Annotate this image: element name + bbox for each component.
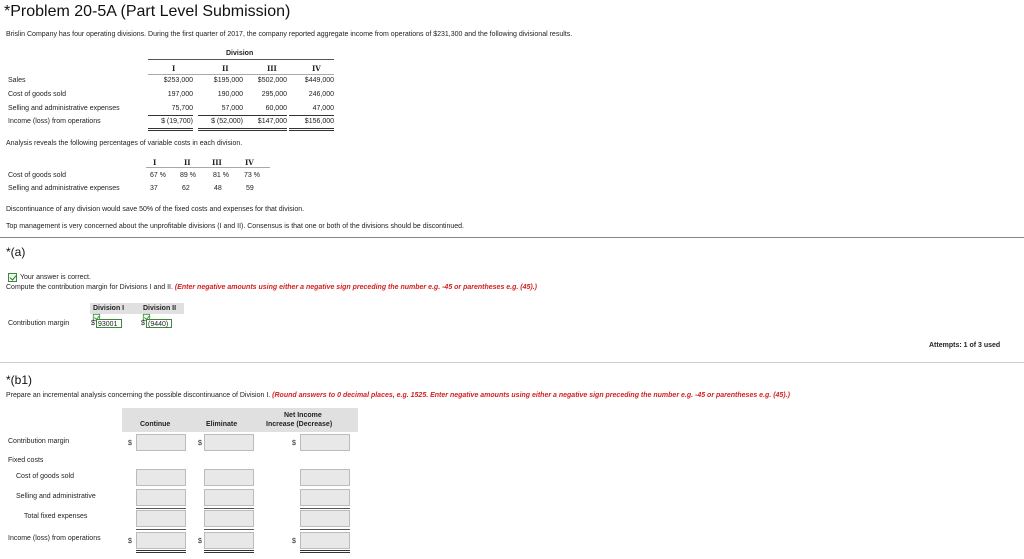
table2-col-ii: II (184, 158, 191, 167)
part-b1-label: *(b1) (6, 373, 33, 387)
table1-row-sga-label: Selling and administrative expenses (8, 105, 120, 112)
division-header: Division (226, 50, 254, 57)
table1-col-ii: II (222, 64, 229, 73)
underline (300, 508, 350, 509)
table2-row-sga-label: Selling and administrative expenses (8, 185, 120, 192)
table2-cell: 67 % (150, 172, 166, 179)
table1-cell: 57,000 (198, 105, 243, 116)
currency-symbol: $ (128, 440, 132, 447)
row-fixed-costs: Fixed costs (8, 457, 44, 464)
continue-cogs-input[interactable] (136, 469, 186, 486)
net-income-input[interactable] (300, 532, 350, 549)
table1-cell: $156,000 (289, 118, 334, 131)
table1-row-cogs-label: Cost of goods sold (8, 91, 66, 98)
checkmark-icon (8, 273, 17, 282)
discontinuance-text: Discontinuance of any division would save 50% of the fixed costs and expenses for that division. (6, 206, 305, 213)
table1-cell: $ (19,700) (148, 118, 193, 131)
table1-col-iv: IV (312, 64, 321, 73)
header-continue: Continue (140, 421, 171, 428)
table2-header-rule (146, 167, 270, 168)
table1-cell: 197,000 (167, 91, 193, 98)
underline (136, 508, 186, 509)
table1-cell: $195,000 (213, 77, 243, 84)
table2-cell: 89 % (180, 172, 196, 179)
currency-symbol: $ (128, 538, 132, 545)
column-header-rule (148, 74, 334, 75)
eliminate-income-input[interactable] (204, 532, 254, 549)
double-underline (136, 550, 186, 553)
table2-col-i: I (153, 158, 157, 167)
header-eliminate: Eliminate (206, 421, 238, 428)
table1-cell: $253,000 (163, 77, 193, 84)
currency-symbol: $ (292, 440, 296, 447)
table2-cell: 48 (214, 185, 222, 192)
table1-col-iii: III (267, 64, 277, 73)
page-title: *Problem 20-5A (Part Level Submission) (4, 3, 291, 20)
part-a-col-division-i: Division I (93, 305, 125, 312)
underline (204, 529, 254, 530)
table2-col-iii: III (212, 158, 222, 167)
net-selling-admin-input[interactable] (300, 489, 350, 506)
header-increase-decrease: Increase (Decrease) (266, 421, 333, 428)
eliminate-selling-admin-input[interactable] (204, 489, 254, 506)
net-cogs-input[interactable] (300, 469, 350, 486)
eliminate-contribution-input[interactable] (204, 434, 254, 451)
double-underline (204, 550, 254, 553)
table1-row-income-label: Income (loss) from operations (8, 118, 101, 125)
table1-cell: 47,000 (289, 105, 334, 116)
table2-cell: 81 % (213, 172, 229, 179)
section-divider (0, 237, 1024, 238)
continue-selling-admin-input[interactable] (136, 489, 186, 506)
row-selling-administrative: Selling and administrative (16, 493, 96, 500)
management-text: Top management is very concerned about the unprofitable divisions (I and II). Consensus is that one or both of the divisions should be discontinued. (6, 223, 464, 230)
net-contribution-input[interactable] (300, 434, 350, 451)
underline (300, 529, 350, 530)
currency-symbol: $ (198, 538, 202, 545)
division-header-rule (148, 59, 334, 60)
double-underline (300, 550, 350, 553)
part-b1-instruction: Prepare an incremental analysis concerning the possible discontinuance of Division I. (Round answers to 0 decimal places, e.g. 1525. Enter negative amounts using either a negative sign preceding the number e.g. -45 or parentheses e.g. (45).) (6, 392, 790, 399)
currency-symbol: $ (91, 320, 95, 327)
correct-message: Your answer is correct. (20, 274, 91, 281)
table1-cell: $147,000 (242, 118, 287, 131)
table2-cell: 73 % (244, 172, 260, 179)
currency-symbol: $ (198, 440, 202, 447)
continue-contribution-input[interactable] (136, 434, 186, 451)
row-total-fixed-expenses: Total fixed expenses (24, 513, 88, 520)
table2-cell: 62 (182, 185, 190, 192)
part-a-label: *(a) (6, 245, 26, 259)
table1-cell: $449,000 (304, 77, 334, 84)
continue-total-fixed-input[interactable] (136, 510, 186, 527)
table1-row-sales-label: Sales (8, 77, 26, 84)
intro-text: Brislin Company has four operating divisions. During the first quarter of 2017, the company reported aggregate income from operations of $231,300 and the following divisional results. (6, 31, 573, 38)
table1-cell: 75,700 (148, 105, 193, 116)
attempts-counter: Attempts: 1 of 3 used (929, 342, 1001, 349)
section-divider (0, 362, 1024, 363)
table2-col-iv: IV (245, 158, 254, 167)
table1-cell: 60,000 (242, 105, 287, 116)
table2-cell: 59 (246, 185, 254, 192)
part-a-col-division-ii: Division II (143, 305, 177, 312)
table1-col-i: I (172, 64, 176, 73)
table1-cell: 190,000 (217, 91, 243, 98)
part-a-instruction: Compute the contribution margin for Divisions I and II. (Enter negative amounts using either a negative sign preceding the number e.g. -45 or parentheses e.g. (45).) (6, 284, 538, 291)
table1-cell: $ (52,000) (198, 118, 243, 131)
row-income-loss: Income (loss) from operations (8, 535, 101, 542)
division-i-contribution-input[interactable]: 93001 (96, 319, 122, 328)
eliminate-total-fixed-input[interactable] (204, 510, 254, 527)
underline (136, 529, 186, 530)
continue-income-input[interactable] (136, 532, 186, 549)
analysis-text: Analysis reveals the following percentages of variable costs in each division. (6, 140, 243, 147)
division-ii-contribution-input[interactable]: (9440) (146, 319, 172, 328)
part-b1-header-bar (122, 408, 358, 432)
table1-cell: 246,000 (308, 91, 334, 98)
table1-cell: $502,000 (257, 77, 287, 84)
part-a-row-label: Contribution margin (8, 320, 70, 327)
header-net-income: Net Income (284, 412, 322, 419)
table2-cell: 37 (150, 185, 158, 192)
row-contribution-margin: Contribution margin (8, 438, 70, 445)
currency-symbol: $ (292, 538, 296, 545)
table1-cell: 295,000 (261, 91, 287, 98)
currency-symbol: $ (141, 320, 145, 327)
table2-row-cogs-label: Cost of goods sold (8, 172, 66, 179)
eliminate-cogs-input[interactable] (204, 469, 254, 486)
net-total-fixed-input[interactable] (300, 510, 350, 527)
underline (204, 508, 254, 509)
row-cost-of-goods-sold: Cost of goods sold (16, 473, 74, 480)
